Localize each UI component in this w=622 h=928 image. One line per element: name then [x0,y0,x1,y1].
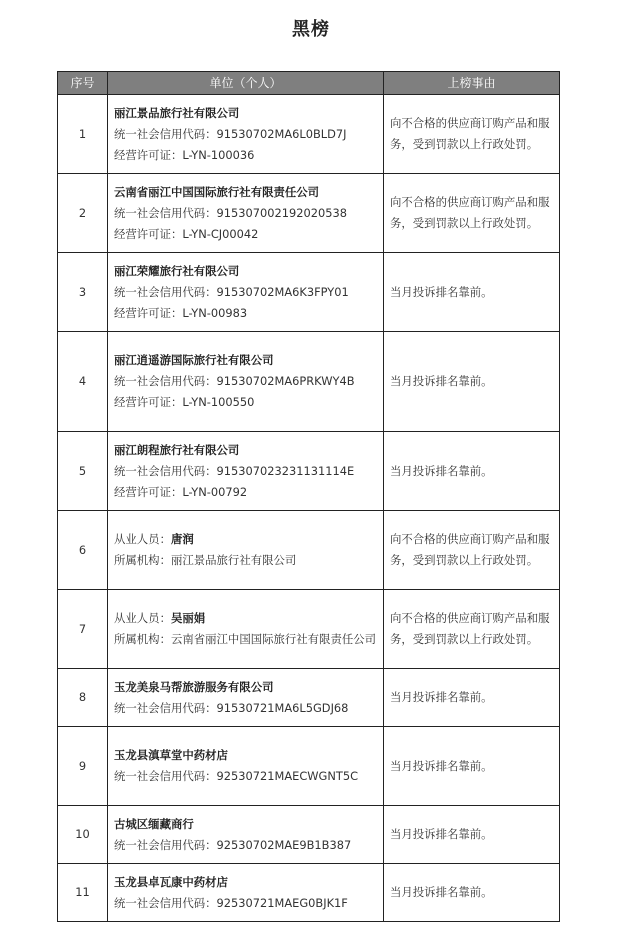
row-unit [108,432,384,511]
table-row [58,332,560,432]
row-reason: 当月投诉排名靠前。 [384,669,560,727]
row-reason: 当月投诉排名靠前。 [384,432,560,511]
unit-name: 古城区缅藏商行 [114,816,194,831]
staff-name: 吴丽娟 [170,611,206,625]
table-row [58,253,560,332]
credit-code-line: 统一社会信用代码：915307002192020538 [114,205,347,220]
credit-code-line: 统一社会信用代码：915307023231131114E [114,463,355,478]
row-index: 3 [58,253,108,332]
row-index: 9 [58,727,108,806]
row-reason: 向不合格的供应商订购产品和服务，受到罚款以上行政处罚。 [384,511,560,590]
credit-code-line: 统一社会信用代码：91530702MA6L0BLD7J [114,126,347,141]
row-reason: 当月投诉排名靠前。 [384,806,560,864]
row-unit [108,590,384,669]
license-line: 经营许可证：L-YN-100036 [114,147,255,162]
org-line: 所属机构：云南省丽江中国国际旅行社有限责任公司 [114,632,377,646]
credit-code-line: 统一社会信用代码：91530702MA6PRKWY4B [114,374,355,388]
license-line: 经营许可证：L-YN-100550 [114,395,255,409]
row-unit [108,727,384,806]
unit-name: 丽江景品旅行社有限公司 [114,105,240,120]
header-index: 序号 [58,72,108,95]
row-reason: 当月投诉排名靠前。 [384,332,560,432]
header-reason: 上榜事由 [384,72,560,95]
row-index: 1 [58,95,108,174]
unit-name: 丽江朗程旅行社有限公司 [114,442,240,457]
table-row [58,864,560,922]
row-reason: 向不合格的供应商订购产品和服务，受到罚款以上行政处罚。 [384,95,560,174]
unit-name: 玉龙县滇草堂中药材店 [114,748,228,762]
staff-line: 从业人员：唐润 [114,532,194,546]
staff-name: 唐润 [170,532,194,546]
row-unit [108,511,384,590]
table-row [58,590,560,669]
row-index: 10 [58,806,108,864]
unit-name: 玉龙县卓瓦康中药材店 [114,874,228,889]
blacklist-table [57,71,560,922]
table-row [58,806,560,864]
org-line: 所属机构：丽江景品旅行社有限公司 [114,553,297,567]
row-unit [108,95,384,174]
row-reason: 当月投诉排名靠前。 [384,253,560,332]
credit-code-line: 统一社会信用代码：91530721MA6L5GDJ68 [114,700,349,715]
table-row [58,511,560,590]
credit-code-line: 统一社会信用代码：92530721MAECWGNT5C [114,769,359,783]
staff-line: 从业人员：吴丽娟 [114,611,206,625]
row-unit [108,806,384,864]
table-row [58,432,560,511]
row-reason: 向不合格的供应商订购产品和服务，受到罚款以上行政处罚。 [384,590,560,669]
row-index: 6 [58,511,108,590]
credit-code-line: 统一社会信用代码：92530721MAEG0BJK1F [114,895,348,910]
row-index: 7 [58,590,108,669]
page-title: 黑榜 [292,19,330,40]
unit-name: 玉龙美泉马帮旅游服务有限公司 [114,679,274,694]
row-index: 2 [58,174,108,253]
row-reason: 当月投诉排名靠前。 [384,864,560,922]
row-index: 4 [58,332,108,432]
unit-name: 丽江逍遥游国际旅行社有限公司 [114,353,274,367]
unit-name: 云南省丽江中国国际旅行社有限责任公司 [114,184,320,199]
credit-code-line: 统一社会信用代码：91530702MA6K3FPY01 [114,284,349,299]
table-row [58,174,560,253]
row-unit [108,669,384,727]
row-unit [108,332,384,432]
row-unit [108,174,384,253]
row-index: 5 [58,432,108,511]
table-header-row [58,72,560,95]
unit-name: 丽江荣耀旅行社有限公司 [114,263,240,278]
license-line: 经营许可证：L-YN-CJ00042 [114,226,259,241]
row-reason: 当月投诉排名靠前。 [384,727,560,806]
license-line: 经营许可证：L-YN-00983 [114,305,248,320]
row-unit [108,253,384,332]
row-reason: 向不合格的供应商订购产品和服务，受到罚款以上行政处罚。 [384,174,560,253]
table-row [58,727,560,806]
license-line: 经营许可证：L-YN-00792 [114,484,248,499]
credit-code-line: 统一社会信用代码：92530702MAE9B1B387 [114,837,352,852]
row-index: 11 [58,864,108,922]
table-row [58,669,560,727]
row-index: 8 [58,669,108,727]
table-row [58,95,560,174]
row-unit [108,864,384,922]
header-unit: 单位（个人） [108,72,384,95]
